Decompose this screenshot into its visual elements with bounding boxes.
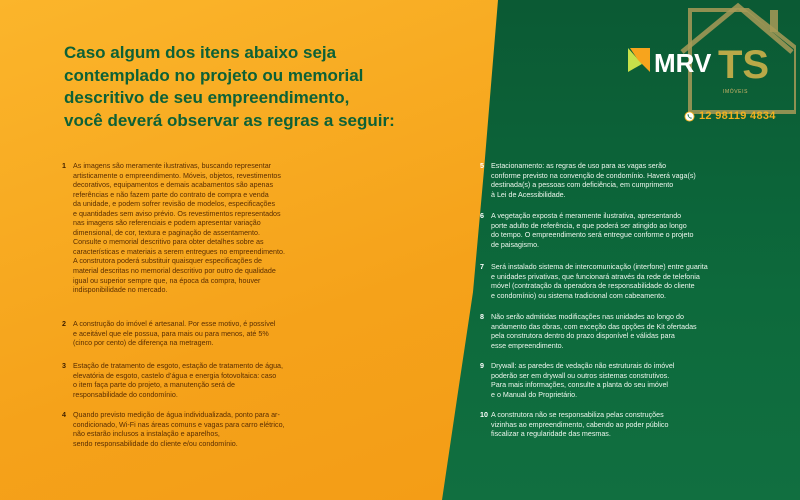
rule-text: A vegetação exposta é meramente ilustrativa, apresentando porte adulto de referência, e que poderá ser atingido ao longo do tempo. O empreendimento será entregue conforme o projeto de paisagismo.: [491, 212, 694, 249]
rule-item-10: [480, 411, 716, 440]
house-chimney-shape: [770, 10, 778, 32]
rule-item-2: [62, 320, 354, 349]
rule-text: Quando previsto medição de água individualizada, ponto para ar- condicionado, Wi-Fi nas áreas comuns e vagas para carro elétrico, não estarão inclusos a instalação e aparelhos, sendo responsabilidade do cliente e/ou condomínio.: [73, 411, 285, 448]
rule-item-8: [480, 313, 716, 351]
rule-number: 4: [62, 411, 66, 419]
rule-item-4: [62, 411, 354, 449]
rule-text: A construtora não se responsabiliza pelas construções vizinhas ao empreendimento, cabendo ao poder público fiscalizar a regularidade das mesmas.: [491, 411, 669, 439]
rule-text: A construção do imóvel é artesanal. Por esse motivo, é possível e aceitável que ele possua, para mais ou para menos, até 5% (cinco por cento) de diferença na metragem.: [73, 320, 276, 348]
rule-number: 8: [480, 313, 484, 321]
rule-text: Drywall: as paredes de vedação não estruturais do imóvel poderão ser em drywall ou outros sistemas construtivos. Para mais informações, consulte a planta do seu imóvel e o Manual do Proprietário.: [491, 362, 675, 399]
whatsapp-icon: [684, 111, 695, 122]
rule-number: 2: [62, 320, 66, 328]
logo-overlay-text: TS: [718, 43, 770, 87]
page-headline: Caso algum dos itens abaixo seja contemplado no projeto ou memorial descritivo de seu empreendimento, você deverá observar as regras a seguir:: [64, 43, 395, 130]
contact-phone[interactable]: [684, 110, 776, 122]
rule-item-3: [62, 362, 354, 400]
rule-item-5: [480, 162, 716, 200]
rule-number: 1: [62, 162, 66, 170]
rule-number: 7: [480, 263, 484, 271]
rule-text: Estacionamento: as regras de uso para as vagas serão conforme previsto na convenção de condomínio. Haverá vaga(s) destinada(s) a pessoas com deficiência, em cumprimento à Lei de Acessibilidade.: [491, 162, 696, 199]
rule-number: 9: [480, 362, 484, 370]
logo-brand-text: MRV: [654, 48, 712, 78]
rule-text: Será instalado sistema de intercomunicação (interfone) entre guarita e unidades privativas, que funcionará através da rede de telefonia móvel (contratação da operadora de responsabilidade do cliente e condomínio) ou sistema tradicional com cabeamento.: [491, 263, 708, 300]
rule-text: Estação de tratamento de esgoto, estação de tratamento de água, elevatória de esgoto, castelo d’água e energia fotovoltaica: caso o item faça parte do projeto, a manutenção será de responsabilidade do condomínio.: [73, 362, 283, 399]
rule-text: Não serão admitidas modificações nas unidades ao longo do andamento das obras, com exceção das opções de Kit ofertadas pela construtora dentro do prazo disponível e válidas para esse empreendimento.: [491, 313, 697, 350]
rule-item-1: [62, 162, 354, 296]
rule-number: 5: [480, 162, 484, 170]
rule-number: 3: [62, 362, 66, 370]
rule-number: 10: [480, 411, 488, 419]
rule-text: As imagens são meramente ilustrativas, buscando representar artisticamente o empreendimento. Móveis, objetos, revestimentos decorativos, equipamentos e demais acabamentos são apenas referências e não fazem parte do contrato de compra e venda da unidade, e podem sofrer revisão de modelos, especificações e quantidades sem aviso prévio. Os revestimentos representados nas imagens são referenciais e podem apresentar variação dimensional, de cor, textura e paginação de assentamento. Consulte o memorial descritivo para obter detalhes sobre as características e materiais a serem entregues no empreendimento. A construtora poderá substituir quaisquer especificações de material descritas no memorial descritivo por outro de qualidade igual ou superior sempre que, na época da compra, houver indisponibilidade no mercado.: [73, 162, 285, 295]
logo-subtitle: IMÓVEIS: [723, 89, 749, 95]
rule-item-9: [480, 362, 716, 400]
rule-number: 6: [480, 212, 484, 220]
rule-item-6: [480, 212, 716, 250]
rule-item-7: [480, 263, 716, 301]
phone-number: 12 98119 4834: [699, 110, 776, 122]
